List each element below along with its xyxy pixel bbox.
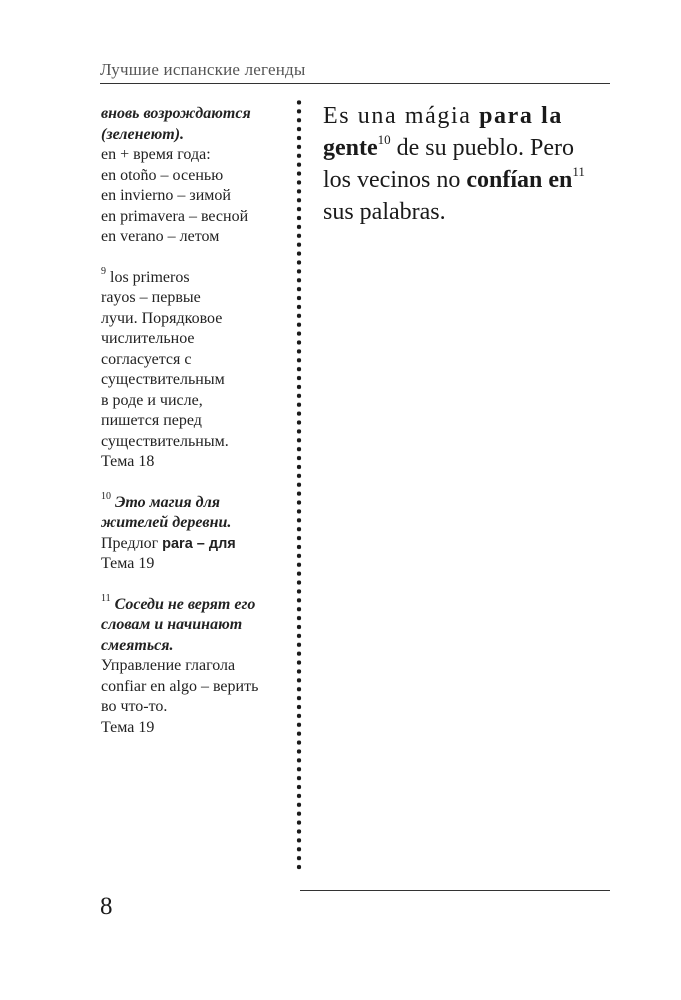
note-9-text: los primeros <box>110 268 190 286</box>
footnote-marker: 11 <box>101 593 111 605</box>
main-line <box>323 100 613 132</box>
note-9-line: Тема 18 <box>101 453 155 470</box>
note-11-line: Управление глагола <box>101 657 236 674</box>
note-8-line: en verano – летом <box>101 228 220 245</box>
main-text-bold: confían en <box>466 167 573 193</box>
page-number: 8 <box>100 893 113 920</box>
note-9 <box>101 268 291 473</box>
note-9-line: лучи. Порядковое <box>101 309 223 327</box>
note-9-line: числительное <box>101 330 195 347</box>
note-10-prep-bold: para – для <box>162 535 236 552</box>
main-text-run: sus palabras. <box>323 199 446 225</box>
note-10-line <box>101 493 291 514</box>
main-text-run: de su pueblo. Pero <box>390 135 574 161</box>
note-9-line: существительным. <box>101 432 229 450</box>
footnote-ref: 11 <box>572 164 585 179</box>
note-11-line: во что-то. <box>101 698 168 715</box>
note-11-line: Тема 19 <box>101 718 155 736</box>
note-10-prep-text: Предлог <box>101 534 163 552</box>
main-line <box>323 196 613 228</box>
footnote-ref: 10 <box>377 132 391 147</box>
note-8-line: en primavera – весной <box>101 207 249 225</box>
note-8-line: en + время года: <box>101 146 211 163</box>
note-8-line: en invierno – зимой <box>101 187 231 204</box>
note-9-line: существительным <box>101 371 225 388</box>
header-divider <box>100 83 610 84</box>
note-11-line <box>101 595 291 616</box>
note-10-topic: Тема 19 <box>101 555 155 572</box>
note-8-line: en otoño – осенью <box>101 166 224 184</box>
main-line <box>323 164 613 196</box>
note-9-line: rayos – первые <box>101 289 201 306</box>
note-9-line <box>101 268 291 289</box>
note-10-bold-1: Это магия для <box>115 493 221 511</box>
note-9-line: согласуется с <box>101 350 192 368</box>
note-11 <box>101 595 291 739</box>
main-text <box>323 100 613 228</box>
note-11-bold: Соседи не верят его <box>114 595 256 613</box>
note-11-bold: смеяться. <box>101 636 174 654</box>
main-text-bold: gente <box>323 135 378 161</box>
footer-divider <box>300 890 610 891</box>
main-text-bold: para la <box>479 103 563 129</box>
note-10-line <box>101 534 291 555</box>
note-9-line: в роде и числе, <box>101 391 203 409</box>
note-8-bold-1: вновь возрождаются <box>101 105 251 122</box>
main-text-run: los vecinos no <box>323 167 467 193</box>
footnote-marker: 10 <box>101 491 111 503</box>
note-9-line: пишется перед <box>101 412 202 429</box>
main-line <box>323 132 613 164</box>
note-10 <box>101 493 291 575</box>
running-header: Лучшие испанские легенды <box>100 60 306 79</box>
note-10-bold-2: жителей деревни. <box>101 514 232 531</box>
note-8 <box>101 104 291 248</box>
note-11-bold: словам и начинают <box>101 616 243 633</box>
notes-column <box>101 104 291 758</box>
note-11-line: confiar en algo – верить <box>101 677 259 695</box>
footnote-marker: 9 <box>101 266 106 278</box>
main-text-run: Es una mágia <box>323 103 480 129</box>
note-8-bold-2: (зеленеют). <box>101 125 185 143</box>
dotted-column-divider <box>296 98 302 873</box>
